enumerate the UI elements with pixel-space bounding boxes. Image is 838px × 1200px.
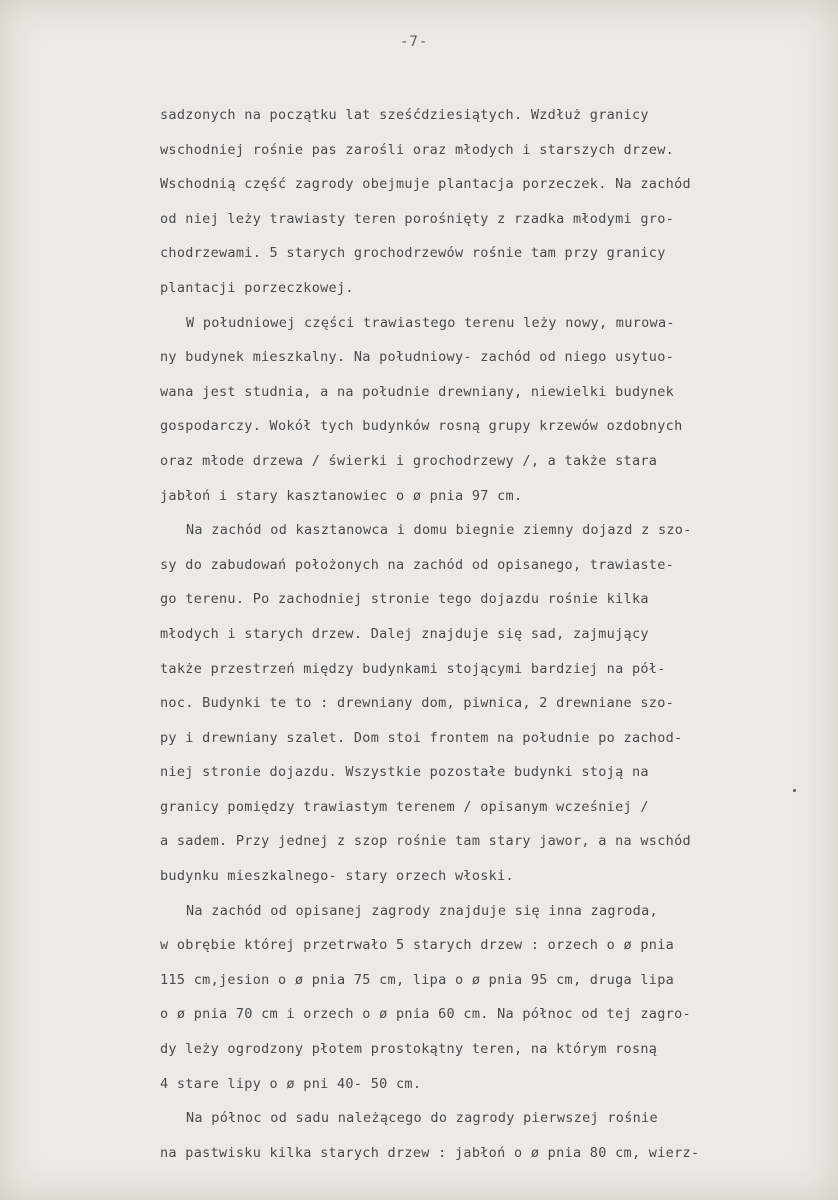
- text-line: sy do zabudowań położonych na zachód od opisanego, trawiaste-: [160, 556, 675, 573]
- text-line: go terenu. Po zachodniej stronie tego dojazdu rośnie kilka: [160, 591, 649, 608]
- text-line: od niej leży trawiasty teren porośnięty z rzadka młodymi gro-: [160, 210, 675, 227]
- text-line: py i drewniany szalet. Dom stoi frontem na południe po zachod-: [160, 729, 683, 746]
- text-line: młodych i starych drzew. Dalej znajduje się sad, zajmujący: [160, 625, 649, 642]
- text-line: chodrzewami. 5 starych grochodrzewów rośnie tam przy granicy: [160, 245, 666, 262]
- text-line: także przestrzeń między budynkami stojącymi bardziej na pół-: [160, 660, 666, 677]
- text-line: gospodarczy. Wokół tych budynków rosną grupy krzewów ozdobnych: [160, 418, 683, 435]
- text-line: plantacji porzeczkowej.: [160, 279, 354, 296]
- text-line: Wschodnią część zagrody obejmuje plantacja porzeczek. Na zachód: [160, 176, 691, 193]
- text-line: wschodniej rośnie pas zarośli oraz młodych i starszych drzew.: [160, 141, 675, 158]
- text-line: Na północ od sadu należącego do zagrody pierwszej rośnie: [186, 1110, 658, 1127]
- text-line: budynku mieszkalnego- stary orzech włoski.: [160, 868, 514, 885]
- text-line: sadzonych na początku lat sześćdziesiątych. Wzdłuż granicy: [160, 107, 649, 123]
- text-line: oraz młode drzewa / świerki i grochodrzewy /, a także stara: [160, 452, 658, 469]
- text-line: granicy pomiędzy trawiastym terenem / opisanym wcześniej /: [160, 798, 649, 815]
- text-line: Na zachód od opisanej zagrody znajduje się inna zagroda,: [186, 902, 658, 919]
- text-line: W południowej części trawiastego terenu leży nowy, murowa-: [186, 314, 675, 331]
- text-line: Na zachód od kasztanowca i domu biegnie ziemny dojazd z szo-: [186, 522, 692, 539]
- text-line: na pastwisku kilka starych drzew : jabłoń o ø pnia 80 cm, wierz-: [160, 1144, 700, 1161]
- text-line: niej stronie dojazdu. Wszystkie pozostałe budynki stoją na: [160, 764, 649, 781]
- ink-dot: [793, 789, 796, 792]
- text-line: 4 stare lipy o ø pni 40- 50 cm.: [160, 1075, 422, 1092]
- text-line: ny budynek mieszkalny. Na południowy- zachód od niego usytuo-: [160, 349, 675, 366]
- text-line: 115 cm,jesion o ø pnia 75 cm, lipa o ø pnia 95 cm, druga lipa: [160, 971, 675, 988]
- body-text: [160, 98, 800, 1170]
- text-line: a sadem. Przy jednej z szop rośnie tam stary jawor, a na wschód: [160, 833, 691, 850]
- page-number: -7-: [400, 34, 429, 50]
- text-line: wana jest studnia, a na południe drewniany, niewielki budynek: [160, 383, 675, 400]
- text-line: jabłoń i stary kasztanowiec o ø pnia 97 cm.: [160, 487, 523, 504]
- text-line: w obrębie której przetrwało 5 starych drzew : orzech o ø pnia: [160, 937, 675, 954]
- text-line: noc. Budynki te to : drewniany dom, piwnica, 2 drewniane szo-: [160, 695, 675, 712]
- text-line: dy leży ogrodzony płotem prostokątny teren, na którym rosną: [160, 1041, 658, 1058]
- text-line: o ø pnia 70 cm i orzech o ø pnia 60 cm. Na północ od tej zagro-: [160, 1006, 691, 1023]
